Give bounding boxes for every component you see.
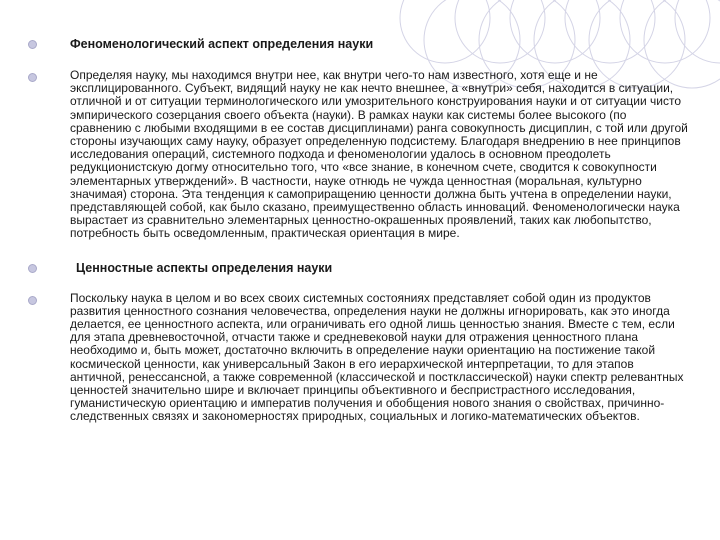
bullet-circle-icon xyxy=(28,40,37,49)
bullet-item-paragraph-value xyxy=(28,292,688,424)
bullet-item-paragraph-phenomenological xyxy=(28,69,688,241)
slide-content xyxy=(28,36,688,424)
section-paragraph: Определяя науку, мы находимся внутри нее, как внутри чего-то нам известного, хотя еще и не эксплицированного. Субъект, видящий науку не как нечто внешнее, а «внутри» себя, находится в ситуации, отличной и от ситуации терминологического или умозрительного конструирования науки и от ситуации чисто эмпирического созерцания своего объекта (науки). В рамках науки как системы более высокого (по сравнению с любыми входящими в ее состав дисциплинами) ранга совокупность дисциплин, с той или другой стороны изучающих саму науку, образует определенную подсистему. Благодаря внедрению в нее принципов исследования операций, системного подхода и феноменологии удалось в основном преодолеть редукционистскую догму относительно того, что «все знание, в конечном счете, сводится к совокупности элементарных утверждений». В частности, науке отнюдь не чужда ценностная (моральная, культурно значимая) сторона. Эта тенденция к самоприращению ценности должна быть учтена в определении науки, представляющей собой, как было сказано, преимущественно область инноваций. Феноменологически наука вырастает из сравнительно элементарных ценностно-окрашенных проявлений, таких как любопытство, потребность быть осведомленным, практическая ориентация в мире. xyxy=(70,68,688,241)
section-heading: Феноменологический аспект определения науки xyxy=(70,37,374,51)
section-heading: Ценностные аспекты определения науки xyxy=(76,260,333,275)
bullet-item-heading-value xyxy=(28,260,688,276)
bullet-circle-icon xyxy=(28,73,37,82)
bullet-circle-icon xyxy=(28,264,37,273)
bullet-item-heading-phenomenological xyxy=(28,36,688,52)
section-paragraph: Поскольку наука в целом и во всех своих системных состояниях представляет собой один из продуктов развития ценностного сознания человечества, определения науки не должны игнорировать, как это иногда делается, ее ценностного аспекта, или ограничивать его одной лишь ценностью знания. Вместе с тем, если для этапа древневосточной, отчасти также и средневековой науки для отражения ценностного плана необходимо и, быть может, достаточно включить в определение науки ориентацию на постижение такой космической ценности, как универсальный Закон в его иерархической интерпретации, то для этапов античной, ренессансной, а также современной (классической и постклассической) науки спектр релевантных ценностей значительно шире и включает принципы объективного и беспристрастного исследования, гуманистическую ориентацию и императив получения и обобщения нового знания о свойствах, причинно-следственных связях и закономерностях природных, социальных и логико-математических объектов. xyxy=(70,290,684,424)
bullet-circle-icon xyxy=(28,296,37,305)
